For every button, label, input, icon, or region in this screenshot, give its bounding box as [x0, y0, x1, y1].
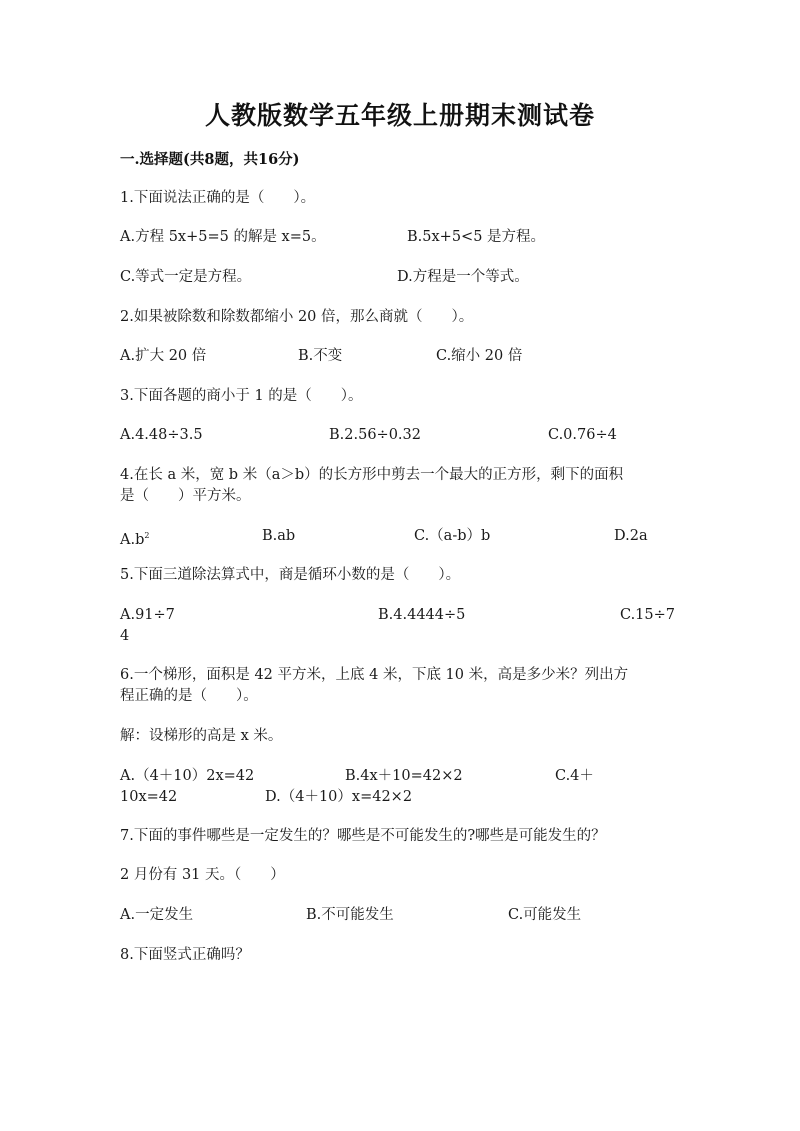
question-6-option-d: D.（4＋10）x=42×2: [265, 789, 413, 805]
question-3-option-a: A.4.48÷3.5: [120, 427, 203, 443]
question-7-option-c: C.可能发生: [508, 907, 582, 923]
question-1-stem: 1.下面说法正确的是（ ）。: [120, 190, 316, 206]
question-4-option-a-exponent: 2: [144, 531, 150, 540]
question-2-option-c: C.缩小 20 倍: [436, 348, 523, 364]
question-6-solution: 解：设梯形的高是 x 米。: [120, 728, 283, 744]
question-5-option-c: C.15÷7: [620, 607, 676, 623]
question-4-stem-line-1: 4.在长 a 米，宽 b 米（a＞b）的长方形中剪去一个最大的正方形，剩下的面积: [120, 467, 624, 483]
question-6-option-c-wrap: 10x=42: [120, 789, 178, 805]
question-1-option-c: C.等式一定是方程。: [120, 269, 252, 285]
question-3-stem: 3.下面各题的商小于 1 的是（ ）。: [120, 388, 363, 404]
question-4-option-b: B.ab: [262, 528, 296, 544]
question-4-option-a: [120, 526, 149, 550]
section-heading: 一.选择题(共8题，共16分): [120, 151, 300, 168]
question-8-stem: 8.下面竖式正确吗？: [120, 947, 250, 963]
question-1-option-b: B.5x+5<5 是方程。: [407, 229, 546, 245]
page-title: 人教版数学五年级上册期末测试卷: [204, 101, 595, 130]
question-6-option-b: B.4x＋10=42×2: [345, 768, 463, 784]
question-4-option-a-base: A.b: [120, 532, 145, 548]
question-1-option-a: A.方程 5x+5=5 的解是 x=5。: [120, 229, 326, 245]
question-7-option-a: A.一定发生: [120, 907, 194, 923]
question-5-option-b: B.4.4444÷5: [378, 607, 466, 623]
question-7-sub-question: 2 月份有 31 天。（ ）: [120, 867, 285, 883]
question-2-option-a: A.扩大 20 倍: [120, 348, 207, 364]
question-4-option-c: C.（a-b）b: [414, 528, 491, 544]
question-6-option-c: C.4＋: [555, 768, 594, 784]
question-2-stem: 2.如果被除数和除数都缩小 20 倍，那么商就（ ）。: [120, 309, 474, 325]
question-2-option-b: B.不变: [298, 348, 343, 364]
question-3-option-b: B.2.56÷0.32: [329, 427, 421, 443]
question-6-stem-line-1: 6.一个梯形，面积是 42 平方米，上底 4 米，下底 10 米，高是多少米？列出方: [120, 667, 629, 683]
question-5-stem: 5.下面三道除法算式中，商是循环小数的是（ ）。: [120, 567, 461, 583]
question-1-option-d: D.方程是一个等式。: [397, 269, 529, 285]
question-6-stem-line-2: 程正确的是（ ）。: [120, 688, 258, 704]
question-7-stem: 7.下面的事件哪些是一定发生的？哪些是不可能发生的?哪些是可能发生的？: [120, 828, 606, 844]
question-5-option-a: A.91÷7: [120, 607, 175, 623]
question-6-option-a: A.（4＋10）2x=42: [120, 768, 255, 784]
question-3-option-c: C.0.76÷4: [548, 427, 617, 443]
question-4-stem-line-2: 是（ ）平方米。: [120, 488, 251, 504]
question-5-option-c-wrap: 4: [120, 628, 130, 644]
question-7-option-b: B.不可能发生: [306, 907, 394, 923]
question-4-option-d: D.2a: [614, 528, 648, 544]
